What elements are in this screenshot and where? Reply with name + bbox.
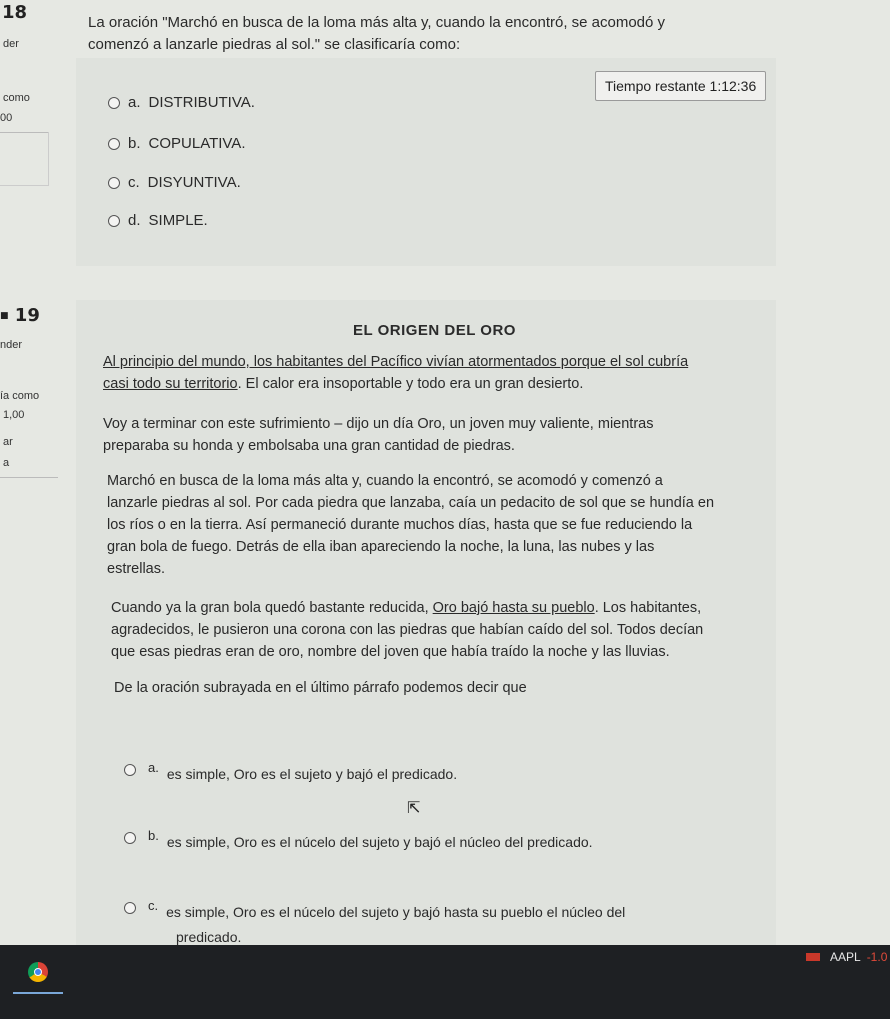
side-label: der bbox=[3, 38, 19, 50]
side-label: como bbox=[3, 92, 30, 104]
option-label: es simple, Oro es el núcelo del sujeto y bajó el núcleo del predicado. bbox=[166, 834, 593, 850]
option-letter: a. bbox=[148, 760, 159, 775]
paragraph-line: preparaba su honda y embolsaba una gran cantidad de piedras. bbox=[103, 438, 515, 454]
paragraph-line: los ríos o en la tierra. Así permaneció durante muchos días, hasta que se fue reduciendo la bbox=[107, 517, 693, 533]
option-letter: d. bbox=[128, 212, 141, 229]
option-label-continued: predicado. bbox=[176, 929, 242, 945]
option-letter: b. bbox=[128, 135, 141, 152]
paragraph-3 bbox=[107, 470, 807, 580]
side-label: ar bbox=[3, 436, 13, 448]
question-line: comenzó a lanzarle piedras al sol." se clasificaría como: bbox=[88, 36, 461, 53]
option-b[interactable] bbox=[108, 135, 245, 152]
option-d[interactable] bbox=[108, 212, 208, 229]
option-a[interactable] bbox=[108, 94, 255, 111]
paragraph-line: estrellas. bbox=[107, 561, 166, 577]
paragraph-text: Cuando ya la gran bola quedó bastante reducida, bbox=[111, 600, 433, 616]
side-divider bbox=[0, 477, 58, 478]
side-divider bbox=[0, 185, 48, 186]
option-letter: c. bbox=[128, 174, 140, 191]
option-c[interactable] bbox=[108, 174, 241, 191]
option-b[interactable] bbox=[124, 828, 593, 850]
side-divider bbox=[0, 132, 48, 133]
paragraph-line: que esas piedras eran de oro, nombre del joven que había traído la noche y las lluvias. bbox=[111, 644, 670, 660]
radio-button[interactable] bbox=[108, 138, 120, 150]
option-label: es simple, Oro es el sujeto y bajó el predicado. bbox=[166, 766, 458, 782]
side-divider bbox=[48, 132, 49, 186]
ticker-change: -1.0 bbox=[866, 950, 888, 964]
radio-button[interactable] bbox=[124, 764, 136, 776]
paragraph-line: gran bola de fuego. Detrás de ella iban apareciendo la noche, la luna, las nubes y las bbox=[107, 539, 655, 555]
flag-marker: ■ bbox=[0, 311, 9, 321]
question-text bbox=[88, 12, 848, 56]
radio-button[interactable] bbox=[124, 902, 136, 914]
paragraph-line: agradecidos, le pusieron una corona con las piedras que habían caído del sol. Todos decían bbox=[111, 622, 704, 638]
reading-title: EL ORIGEN DEL ORO bbox=[353, 322, 516, 339]
paragraph-2 bbox=[103, 413, 803, 457]
paragraph-line: lanzarle piedras al sol. Por cada piedra que lanzaba, caía un pedacito de sol que se hundía en bbox=[107, 495, 715, 511]
stock-down-icon bbox=[806, 953, 820, 961]
time-remaining bbox=[595, 71, 766, 101]
radio-button[interactable] bbox=[108, 177, 120, 189]
option-a[interactable] bbox=[124, 760, 457, 782]
ticker-symbol: AAPL bbox=[830, 950, 861, 964]
underlined-sentence: Oro bajó hasta su pueblo bbox=[432, 600, 595, 616]
side-label: ía como bbox=[0, 390, 40, 402]
option-label: SIMPLE. bbox=[148, 212, 208, 229]
taskbar bbox=[0, 945, 890, 1019]
option-c[interactable] bbox=[124, 898, 625, 920]
paragraph-line: Voy a terminar con este sufrimiento – dijo un día Oro, un joven muy valiente, mientras bbox=[103, 416, 654, 432]
paragraph-text: . Los habitantes, bbox=[594, 600, 702, 616]
side-label: 00 bbox=[0, 112, 13, 124]
timer-value: 1:12:36 bbox=[709, 78, 757, 94]
question-number bbox=[0, 305, 40, 326]
question-number: 18 bbox=[2, 2, 28, 23]
option-label: es simple, Oro es el núcelo del sujeto y bajó hasta su pueblo el núcleo del bbox=[166, 904, 626, 920]
side-label: a bbox=[3, 457, 10, 469]
question-prompt: De la oración subrayada en el último párrafo podemos decir que bbox=[114, 680, 527, 696]
option-letter: b. bbox=[148, 828, 159, 843]
option-label: DISTRIBUTIVA. bbox=[148, 94, 255, 111]
underlined-text: casi todo su territorio bbox=[103, 376, 238, 392]
option-label: DISYUNTIVA. bbox=[147, 174, 241, 191]
paragraph-line: Marchó en busca de la loma más alta y, cuando la encontró, se acomodó y comenzó a bbox=[107, 473, 663, 489]
radio-button[interactable] bbox=[124, 832, 136, 844]
option-label: COPULATIVA. bbox=[148, 135, 246, 152]
underlined-text: Al principio del mundo, los habitantes del Pacífico vivían atormentados porque el sol cubría bbox=[103, 354, 689, 370]
paragraph-1 bbox=[103, 351, 803, 395]
question-line: La oración "Marchó en busca de la loma más alta y, cuando la encontró, se acomodó y bbox=[88, 14, 666, 31]
side-label: nder bbox=[0, 339, 23, 351]
side-label: 1,00 bbox=[3, 409, 25, 421]
radio-button[interactable] bbox=[108, 97, 120, 109]
paragraph-4 bbox=[111, 597, 811, 663]
mouse-cursor-icon: ⇱ bbox=[407, 800, 421, 817]
timer-label: Tiempo restante bbox=[605, 78, 706, 94]
option-letter: c. bbox=[148, 898, 159, 913]
chrome-icon bbox=[28, 962, 48, 982]
paragraph-text: . El calor era insoportable y todo era un gran desierto. bbox=[237, 376, 584, 392]
taskbar-app-chrome[interactable] bbox=[13, 954, 63, 994]
stock-ticker[interactable] bbox=[806, 950, 887, 964]
option-letter: a. bbox=[128, 94, 141, 111]
radio-button[interactable] bbox=[108, 215, 120, 227]
question-number-value: 19 bbox=[14, 305, 40, 326]
